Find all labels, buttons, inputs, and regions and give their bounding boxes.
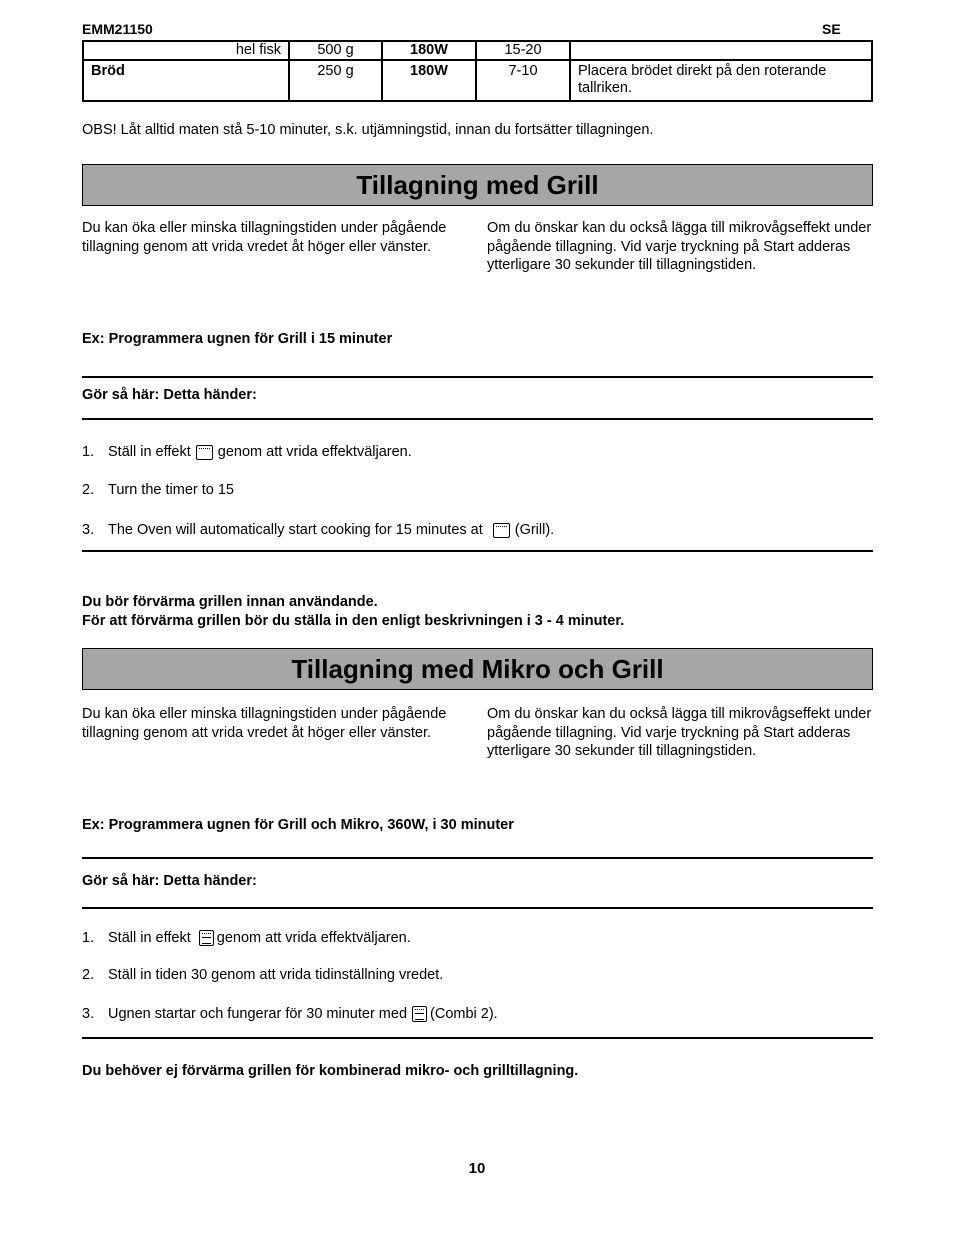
step-number: 1. — [82, 444, 95, 460]
food-time: 7-10 — [476, 60, 570, 101]
document-language: SE — [822, 21, 841, 37]
step-item — [82, 443, 412, 461]
preheat-note-2: För att förvärma grillen bör du ställa in den enligt beskrivningen i 3 - 4 minuter. — [82, 613, 625, 629]
divider — [82, 857, 873, 859]
table-row — [83, 60, 872, 101]
step-text: Ställ in effekt — [108, 930, 191, 946]
section2-right-text: Om du önskar kan du också lägga till mikrovågseffekt under pågående tillagning. Vid varje tryckning på Start adderas ytterligare 30 sekunder till tillagningstiden. — [487, 706, 872, 759]
divider — [82, 1037, 873, 1039]
food-power: 180W — [382, 41, 476, 60]
divider — [82, 418, 873, 420]
section1-steps-header: Gör så här: Detta händer: — [82, 387, 257, 403]
step-item — [82, 481, 234, 499]
section2-steps-header: Gör så här: Detta händer: — [82, 873, 257, 889]
food-weight: 500 g — [289, 41, 382, 60]
document-model: EMM21150 — [82, 21, 153, 37]
step-text-after: genom att vrida effektväljaren. — [216, 930, 411, 946]
grill-icon — [196, 445, 213, 460]
step-text: Ställ in tiden 30 genom att vrida tidinställning vredet. — [108, 967, 444, 983]
step-item — [82, 929, 411, 947]
food-name: Bröd — [83, 60, 289, 101]
food-time: 15-20 — [476, 41, 570, 60]
step-text-after: (Grill). — [514, 522, 555, 538]
combi-icon — [412, 1006, 427, 1022]
food-power: 180W — [382, 60, 476, 101]
section1-right-text: Om du önskar kan du också lägga till mikrovågseffekt under pågående tillagning. Vid varje tryckning på Start adderas ytterligare 30 sekunder till tillagningstiden. — [487, 220, 872, 273]
combi-icon — [199, 930, 214, 946]
section-title-grill: Tillagning med Grill — [82, 164, 873, 206]
section2-example: Ex: Programmera ugnen för Grill och Mikro, 360W, i 30 minuter — [82, 817, 514, 833]
grill-icon — [493, 523, 510, 538]
step-text: Ugnen startar och fungerar för 30 minuter med — [108, 1006, 408, 1022]
step-number: 3. — [82, 1006, 95, 1022]
obs-note: OBS! Låt alltid maten stå 5-10 minuter, s.k. utjämningstid, innan du fortsätter tillagningen. — [82, 122, 654, 138]
step-number: 2. — [82, 482, 95, 498]
step-item — [82, 1005, 498, 1023]
final-note: Du behöver ej förvärma grillen för kombinerad mikro- och grilltillagning. — [82, 1063, 579, 1079]
page-number: 10 — [468, 1160, 486, 1177]
step-item — [82, 521, 554, 539]
step-number: 1. — [82, 930, 95, 946]
step-item — [82, 966, 443, 984]
section1-left-text: Du kan öka eller minska tillagningstiden under pågående tillagning genom att vrida vredet åt höger eller vänster. — [82, 220, 447, 255]
step-text: Turn the timer to 15 — [108, 482, 234, 498]
step-text-after: genom att vrida effektväljaren. — [217, 444, 412, 460]
step-text: The Oven will automatically start cooking for 15 minutes at — [108, 522, 483, 538]
step-number: 3. — [82, 522, 95, 538]
cooking-table — [82, 40, 873, 102]
table-row — [83, 41, 872, 60]
step-text: Ställ in effekt — [108, 444, 191, 460]
divider — [82, 550, 873, 552]
preheat-note-1: Du bör förvärma grillen innan användande. — [82, 594, 378, 610]
food-note: Placera brödet direkt på den roterande tallriken. — [570, 60, 872, 101]
section1-example: Ex: Programmera ugnen för Grill i 15 minuter — [82, 331, 393, 347]
food-weight: 250 g — [289, 60, 382, 101]
divider — [82, 376, 873, 378]
divider — [82, 907, 873, 909]
section2-left-text: Du kan öka eller minska tillagningstiden under pågående tillagning genom att vrida vredet åt höger eller vänster. — [82, 706, 447, 741]
food-name: hel fisk — [83, 41, 289, 60]
step-text-after: (Combi 2). — [430, 1006, 498, 1022]
section-title-micro-grill: Tillagning med Mikro och Grill — [82, 648, 873, 690]
food-note — [570, 41, 872, 60]
step-number: 2. — [82, 967, 95, 983]
